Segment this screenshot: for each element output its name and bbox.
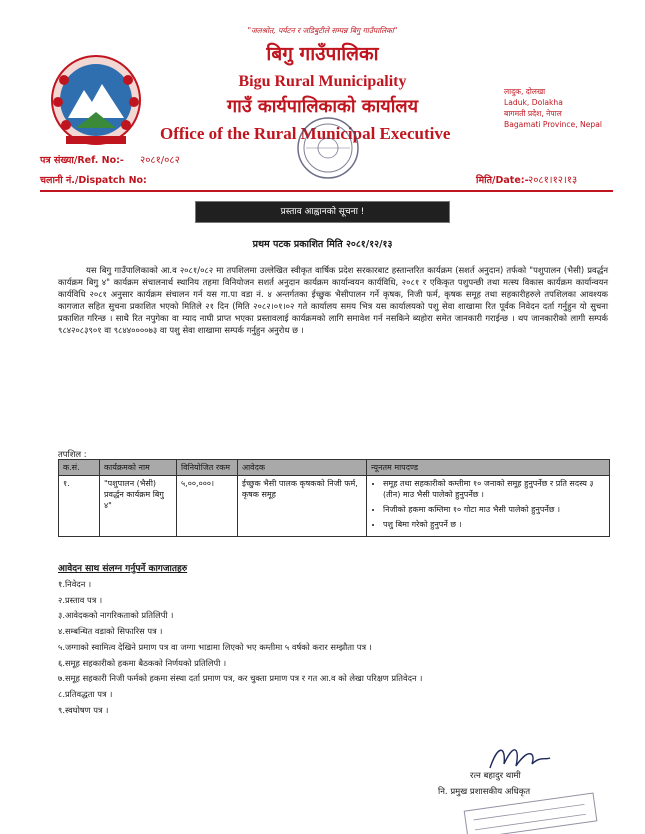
municipality-name-np: बिगु गाउँपालिका xyxy=(266,43,379,65)
col-program: कार्यक्रमको नाम xyxy=(100,460,177,476)
col-amount: विनियोजित रकम xyxy=(177,460,238,476)
slogan: "जलश्रोत, पर्यटन र जडिबुटीले सम्पन्न बिगु गाउँपालिका" xyxy=(247,26,398,35)
list-item: ३.आवेदकको नागरिकताको प्रतिलिपी । xyxy=(58,610,174,621)
list-item: १.निवेदन । xyxy=(58,579,92,589)
attachments-list xyxy=(58,577,422,718)
cell-program: "पशुपालन (भैसी) प्रवर्द्धन कार्यक्रम बिगु ४" xyxy=(100,476,177,537)
list-item: ६.समूह सहकारीको हकमा बैठकको निर्णयको प्रतिलिपी । xyxy=(58,657,227,668)
address-np-line1: लादुक, दोलखा xyxy=(504,87,546,96)
cell-amount: ५,००,०००। xyxy=(177,476,238,537)
notice-body: यस बिगु गाउँपालिकाको आ.व २०८१/०८२ मा तपशिलमा उल्लेखित स्वीकृत वार्षिक प्रदेश सरकारबाट हस्तान्तरित कार्यक्रम (सशर्त अनुदान) तर्फको "पशुपालन (भैसी) प्रवर्द्धन कार्यक्रम बिगु ४" कार्यक्रम संचालनार्थ स्थानिय तहमा विनियोजन सशर्त अनुदान कार्यक्रम कार्यान्वयन कार्यविधि, २०८१ र एकिकृत पशुपन्छी तथा मत्स्य विकास कार्यक्रम कार्यान्वयन कार्यविधि २०८१ अनुसार कार्यक्रम संचालन गर्न यस गा.पा वडा नं. ४ अन्तर्गतका ईच्छुक भैसीपालन गर्ने कृषक, निजी फर्म, कृषक समूह तथा सहकारीहरुले तपशिलका आवश्यक कागजात सहित सुचना प्रकाशित भएको मितिले २१ दिन (मिति २०८२।०१।०२ गते कार्यालय समय भित्र यस कार्यालयको पशु सेवा शाखामा रित पूर्वक निवेदन दर्ता गर्नुहुन यो सुचना प्रकाशित गरिन्छ । साथै रित नपुगेका वा म्याद नाघी प्राप्त भएका प्रस्तावलाई कार्यक्रमको लागि समावेश गर्न नसकिने ब्यहोरा समेत जानकारी गराईन्छ । थप जानकारीको लागी सम्पर्क ९८४२०८३९०१ वा ९८४४००००७३ वा पशु सेवा शाखामा सम्पर्क गर्नुहुन अनुरोध छ । xyxy=(58,265,608,335)
office-name-en: Office of the Rural Municipal Executive xyxy=(160,124,451,143)
list-item: • समूह तथा सहकारीको कम्तीमा १० जनाको समूह हुनुपर्नेछ र प्रति सदस्य ३ (तीन) माउ भैसी पालेको हुनुपर्नेछ । xyxy=(383,478,605,500)
signatory-name: रत्न बहादुर थामी xyxy=(470,771,521,781)
date-label: मिति/Date:- xyxy=(476,175,529,186)
list-item: २.प्रस्ताव पत्र । xyxy=(58,594,103,605)
attachments-heading: आवेदन साथ संलग्न गर्नुपर्ने कागजातहरु xyxy=(58,564,188,574)
list-item: ७.समूह सहकारी निजी फर्मको हकमा संस्था दर्ता प्रमाण पत्र, कर चुक्ता प्रमाण पत्र र गत आ.व को लेखा परिक्षण प्रतिवेदन । xyxy=(58,673,423,684)
cell-applicant: ईच्छुक भैसी पालक कृषकको निजी फर्म, कृषक समूह xyxy=(238,476,367,537)
address-np-line2: बागमती प्रदेश, नेपाल xyxy=(504,109,562,118)
list-item: • पशु बिमा गरेको हुनुपर्ने छ । xyxy=(383,519,605,530)
list-item: ८.प्रतिवद्धता पत्र । xyxy=(58,688,113,699)
ref-value: २०८१/०८२ xyxy=(140,155,180,166)
date-value: २०८१।१२।१३ xyxy=(528,175,578,186)
signature-stamp-icon xyxy=(455,790,605,834)
list-item: • निजीको हकमा कम्तिमा १० गोटा माउ भैसी पालेको हुनुपर्नेछ । xyxy=(383,504,605,515)
header-divider xyxy=(40,190,613,192)
office-stamp-icon xyxy=(292,112,364,184)
list-item: ४.सम्बन्धित वडाको सिफारिस पत्र । xyxy=(58,626,163,637)
cell-criteria xyxy=(367,476,610,537)
notice-title: प्रस्ताव आह्वानको सूचना ! xyxy=(195,201,450,223)
signatory-designation: नि. प्रमुख प्रशासकीय अधिकृत xyxy=(438,787,531,797)
address-block xyxy=(504,86,602,130)
col-applicant: आवेदक xyxy=(238,460,367,476)
published-date: प्रथम पटक प्रकाशित मिति २०८१/१२/१३ xyxy=(252,239,393,250)
ref-label: पत्र संख्या/Ref. No:- xyxy=(40,155,124,166)
tapsil-label: तपशिल : xyxy=(58,449,87,459)
list-item: ९.स्वघोषण पत्र । xyxy=(58,704,109,715)
list-item: ५.जग्गाको स्वामित्व देखिने प्रमाण पत्र वा जग्गा भाडामा लिएको भए कम्तीमा ५ वर्षको करार सम्झौता पत्र । xyxy=(58,641,372,652)
address-en-line2: Bagamati Province, Nepal xyxy=(504,120,602,129)
program-table xyxy=(58,459,610,537)
address-en-line1: Laduk, Dolakha xyxy=(504,98,563,107)
dispatch-label: चलानी नं./Dispatch No: xyxy=(40,175,147,186)
office-name-np: गाउँ कार्यपालिकाको कार्यालय xyxy=(226,96,419,117)
cell-sn: १. xyxy=(59,476,100,537)
col-sn: क.सं. xyxy=(59,460,100,476)
col-criteria: न्यूनतम मापदण्ड xyxy=(367,460,610,476)
table-row xyxy=(59,476,610,537)
table-header-row xyxy=(59,460,610,476)
criteria-list xyxy=(371,478,605,530)
municipality-name-en: Bigu Rural Municipality xyxy=(238,73,407,90)
